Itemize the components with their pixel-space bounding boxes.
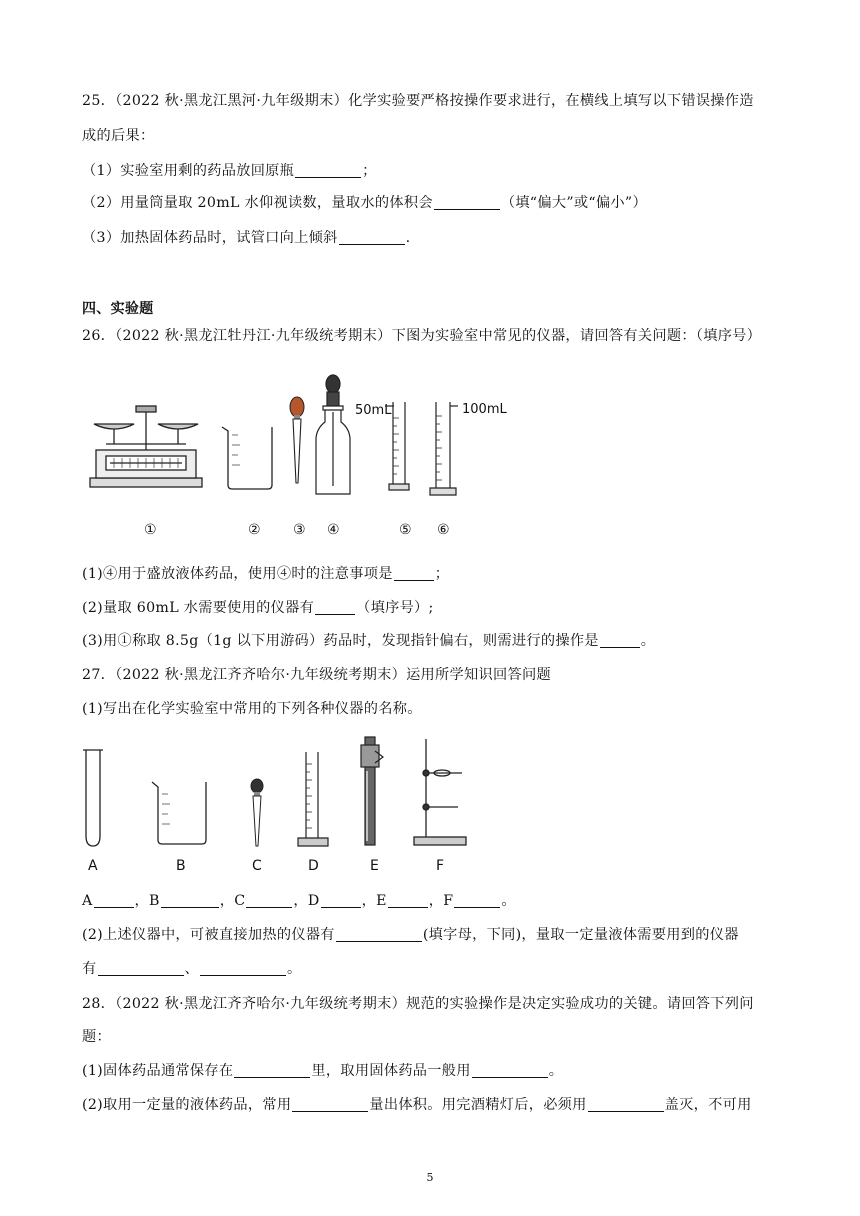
figure-label: A: [88, 858, 98, 874]
q26-sub2: [82, 599, 434, 617]
q27-ans-b: ，B: [134, 893, 160, 909]
beaker-illustration: [150, 780, 210, 846]
q25-sub2: [82, 194, 647, 212]
q25-sub1: [82, 162, 377, 180]
q27-ans-c: ，C: [219, 893, 246, 909]
answer-blank[interactable]: [339, 230, 405, 245]
q25-sub2-text: （2）用量筒量取 20mL 水仰视读数，量取水的体积会: [82, 195, 433, 211]
q26-sub3: [82, 632, 655, 650]
answer-blank[interactable]: [246, 893, 292, 908]
q27-stem: 27．（2022 秋·黑龙江齐齐哈尔·九年级统考期末）运用所学知识回答问题: [82, 667, 551, 683]
answer-blank[interactable]: [388, 893, 428, 908]
q28-sub1-text: (1)固体药品通常保存在: [82, 1063, 234, 1079]
q28-stem-line2: 题：: [82, 1029, 111, 1045]
q25-sub3-text: （3）加热固体药品时，试管口向上倾斜: [82, 230, 338, 246]
cylinder-50-illustration: [385, 400, 415, 496]
figure-label: ④: [327, 522, 340, 538]
q26-sub2-end: （填序号）;: [356, 600, 434, 616]
q28-sub2-text: (2)取用一定量的液体药品，常用: [82, 1097, 292, 1113]
q25-sub3-end: .: [405, 230, 411, 246]
answer-blank[interactable]: [588, 1097, 664, 1112]
figure-label: D: [308, 858, 319, 874]
q27-sub2-cont: (填字母，下同)，量取一定量液体需要用到的仪器: [422, 927, 739, 943]
q27-ans-end: 。: [501, 893, 516, 909]
q27-ans-a: A: [82, 893, 93, 909]
q25-sub1-text: （1）实验室用剩的药品放回原瓶: [82, 163, 295, 179]
answer-blank[interactable]: [321, 893, 361, 908]
q25-sub2-end: （填“偏大”或“偏小”）: [500, 195, 647, 211]
iron-stand-illustration: [412, 737, 472, 849]
balance-illustration: [84, 400, 208, 492]
q28-sub2: [82, 1096, 752, 1114]
q27-sub1: (1)写出在化学实验室中常用的下列各种仪器的名称。: [82, 701, 422, 717]
dropper-illustration: [287, 395, 307, 487]
q27-ans-d: ，D: [293, 893, 320, 909]
q27-ans-f: ，F: [428, 893, 454, 909]
answer-blank[interactable]: [295, 163, 361, 178]
cylinder-100-label: 100mL: [462, 402, 507, 417]
figure-label: ⑥: [437, 522, 450, 538]
answer-blank[interactable]: [336, 927, 422, 942]
q26-sub3-end: 。: [640, 633, 656, 649]
figure-label: C: [252, 858, 262, 874]
answer-blank[interactable]: [315, 600, 355, 615]
q27-answer-row: [82, 892, 516, 910]
q25-stem-line2: 成的后果：: [82, 128, 155, 144]
cylinder-50-label: 50mL: [355, 403, 392, 418]
figure-label: B: [176, 858, 186, 874]
figure-label: ①: [144, 522, 157, 538]
q28-sub2-cont: 量出体积。用完酒精灯后，必须用: [369, 1097, 587, 1113]
test-tube-holder-illustration: [357, 735, 385, 850]
q27-sub2: [82, 926, 739, 944]
q26-sub3-text: (3)用①称取 8.5g（1g 以下用游码）药品时，发现指针偏右，则需进行的操作是: [82, 633, 599, 649]
cylinder-100-illustration: [428, 400, 458, 500]
figure-label: F: [436, 858, 445, 874]
q27-ans-e: ，E: [361, 893, 387, 909]
q26-sub1-end: ；: [434, 566, 450, 582]
answer-blank[interactable]: [454, 893, 500, 908]
q25-stem-line1: 25．（2022 秋·黑龙江黑河·九年级期末）化学实验要严格按操作要求进行，在横线上填写以下错误操作造: [82, 93, 754, 109]
q26-stem: 26．（2022 秋·黑龙江牡丹江·九年级统考期末）下图为实验室中常见的仪器，请回答有关问题：（填序号）: [82, 328, 762, 344]
q26-sub1: [82, 565, 449, 583]
graduated-cylinder-illustration: [296, 750, 330, 850]
answer-blank[interactable]: [292, 1097, 368, 1112]
q25-sub3: [82, 229, 410, 247]
q28-sub1-end: 。: [548, 1063, 564, 1079]
q26-sub1-text: (1)④用于盛放液体药品，使用④时的注意事项是: [82, 566, 393, 582]
test-tube-illustration: [82, 748, 104, 848]
q27-sub2-line2: [82, 960, 302, 978]
q28-sub1-cont: 里，取用固体药品一般用: [311, 1063, 471, 1079]
q28-sub2-end: 盖灭，不可用: [664, 1097, 752, 1113]
figure-label: ③: [293, 522, 306, 538]
answer-blank[interactable]: [200, 961, 286, 976]
figure-label: ⑤: [399, 522, 412, 538]
q27-sub2-sep: 、: [184, 961, 199, 977]
figure-label: E: [370, 858, 379, 874]
q27-sub2-text: (2)上述仪器中，可被直接加热的仪器有: [82, 927, 335, 943]
dropper-illustration: [249, 778, 265, 848]
q28-stem-line1: 28．（2022 秋·黑龙江齐齐哈尔·九年级统考期末）规范的实验操作是决定实验成功的关键。请回答下列问: [82, 996, 754, 1012]
answer-blank[interactable]: [94, 893, 134, 908]
beaker-illustration: [220, 425, 275, 491]
section-heading: 四、实验题: [82, 301, 154, 317]
q26-sub2-text: (2)量取 60mL 水需要使用的仪器有: [82, 600, 315, 616]
answer-blank[interactable]: [98, 961, 184, 976]
answer-blank[interactable]: [161, 893, 219, 908]
answer-blank[interactable]: [394, 566, 434, 581]
answer-blank[interactable]: [472, 1063, 548, 1078]
q25-sub1-end: ；: [362, 163, 377, 179]
q27-sub2-you: 有: [82, 961, 97, 977]
answer-blank[interactable]: [234, 1063, 310, 1078]
answer-blank[interactable]: [600, 633, 640, 648]
page-number: 5: [426, 1171, 434, 1184]
q28-sub1: [82, 1062, 563, 1080]
q27-sub2-end: 。: [287, 961, 302, 977]
dropper-bottle-illustration: [313, 372, 353, 498]
figure-label: ②: [248, 522, 261, 538]
answer-blank[interactable]: [434, 195, 500, 210]
